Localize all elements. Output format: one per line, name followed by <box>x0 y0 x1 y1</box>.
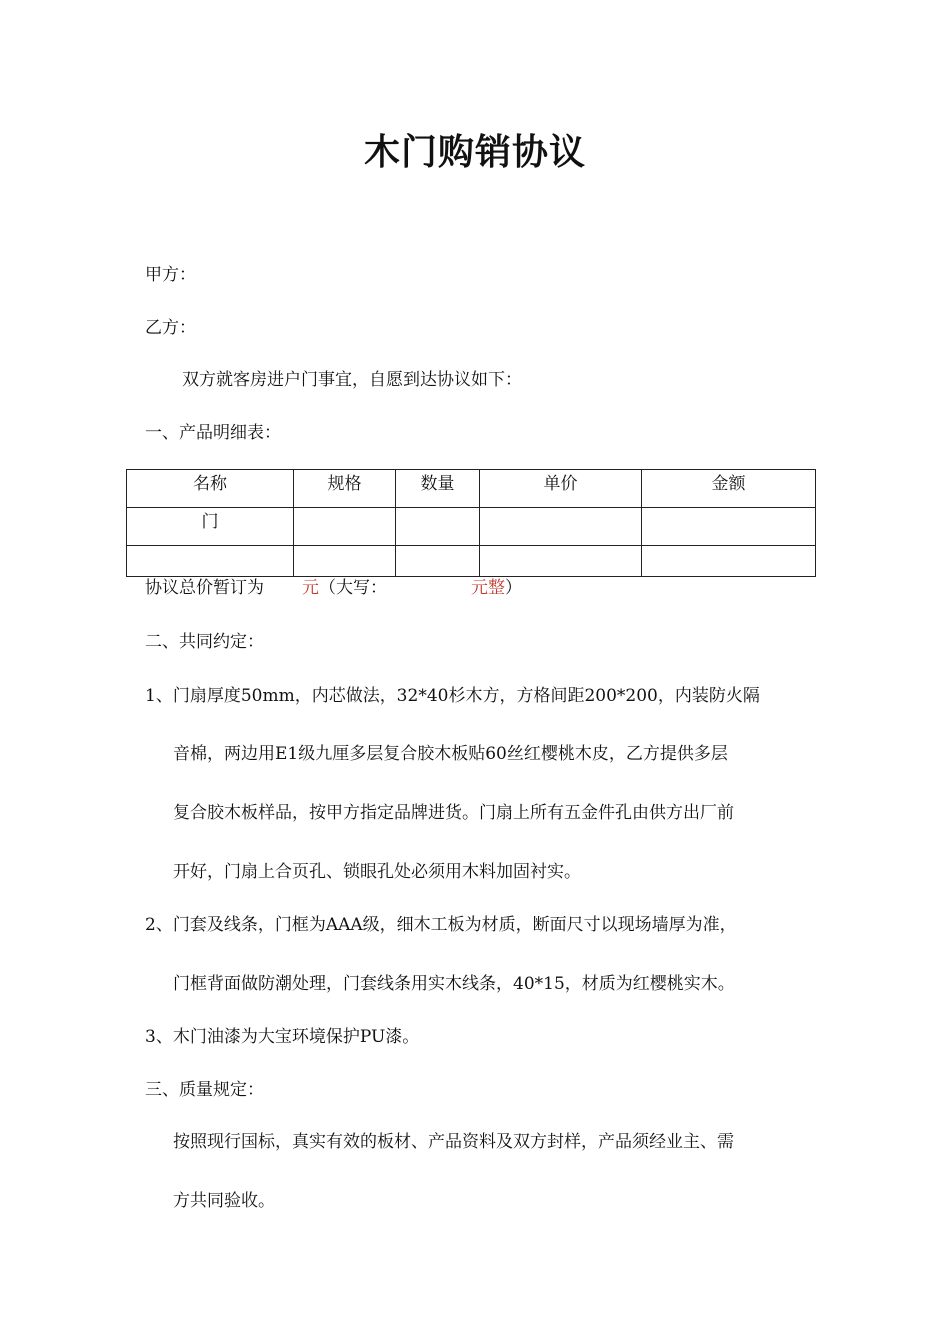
table-cell <box>642 508 816 546</box>
table-cell <box>480 508 642 546</box>
agreement-item1-line: 1、门扇厚度50mm，内芯做法，32*40杉木方，方格间距200*200，内装防火隔 <box>145 686 760 706</box>
agreement-item1-line: 开好，门扇上合页孔、锁眼孔处必须用木料加固衬实。 <box>173 862 581 882</box>
table-row <box>127 508 816 546</box>
table-cell <box>480 546 642 577</box>
total-price-prefix: 协议总价暂订为 <box>145 578 264 598</box>
section1-heading: 一、产品明细表： <box>145 423 281 443</box>
table-row <box>127 546 816 577</box>
party-a-label: 甲方： <box>145 265 196 285</box>
total-price-uppercase-unit: 元整 <box>471 578 505 598</box>
quality-text-line: 按照现行国标，真实有效的板材、产品资料及双方封样，产品须经业主、需 <box>173 1132 734 1152</box>
intro-text: 双方就客房进户门事宜，自愿到达协议如下： <box>182 370 522 390</box>
total-price-suffix: ） <box>505 578 522 598</box>
table-cell <box>294 546 396 577</box>
quality-text-line: 方共同验收。 <box>173 1191 275 1211</box>
agreement-item2-line: 2、门套及线条，门框为AAA级，细木工板为材质，断面尺寸以现场墙厚为准， <box>145 915 737 935</box>
agreement-item3: 3、木门油漆为大宝环境保护PU漆。 <box>145 1027 420 1047</box>
section2-heading: 二、共同约定： <box>145 632 264 652</box>
table-cell <box>396 508 480 546</box>
column-header-quantity: 数量 <box>396 470 480 508</box>
total-price-unit: 元 <box>302 578 319 598</box>
product-detail-table <box>126 469 816 577</box>
total-price-line <box>145 576 522 600</box>
agreement-item2-line: 门框背面做防潮处理，门套线条用实木线条，40*15，材质为红樱桃实木。 <box>173 974 735 994</box>
column-header-name: 名称 <box>127 470 294 508</box>
table-cell: 门 <box>127 508 294 546</box>
total-price-uppercase-label: （大写： <box>319 578 387 598</box>
document-title: 木门购销协议 <box>363 132 586 173</box>
agreement-item1-line: 音棉，两边用E1级九厘多层复合胶木板贴60丝红樱桃木皮，乙方提供多层 <box>173 744 728 764</box>
table-cell <box>642 546 816 577</box>
table-cell <box>294 508 396 546</box>
table-cell <box>396 546 480 577</box>
agreement-item1-line: 复合胶木板样品，按甲方指定品牌进货。门扇上所有五金件孔由供方出厂前 <box>173 803 734 823</box>
party-b-label: 乙方： <box>145 318 196 338</box>
table-cell <box>127 546 294 577</box>
column-header-amount: 金额 <box>642 470 816 508</box>
table-header-row <box>127 470 816 508</box>
column-header-spec: 规格 <box>294 470 396 508</box>
column-header-unit-price: 单价 <box>480 470 642 508</box>
section3-heading: 三、质量规定： <box>145 1080 264 1100</box>
